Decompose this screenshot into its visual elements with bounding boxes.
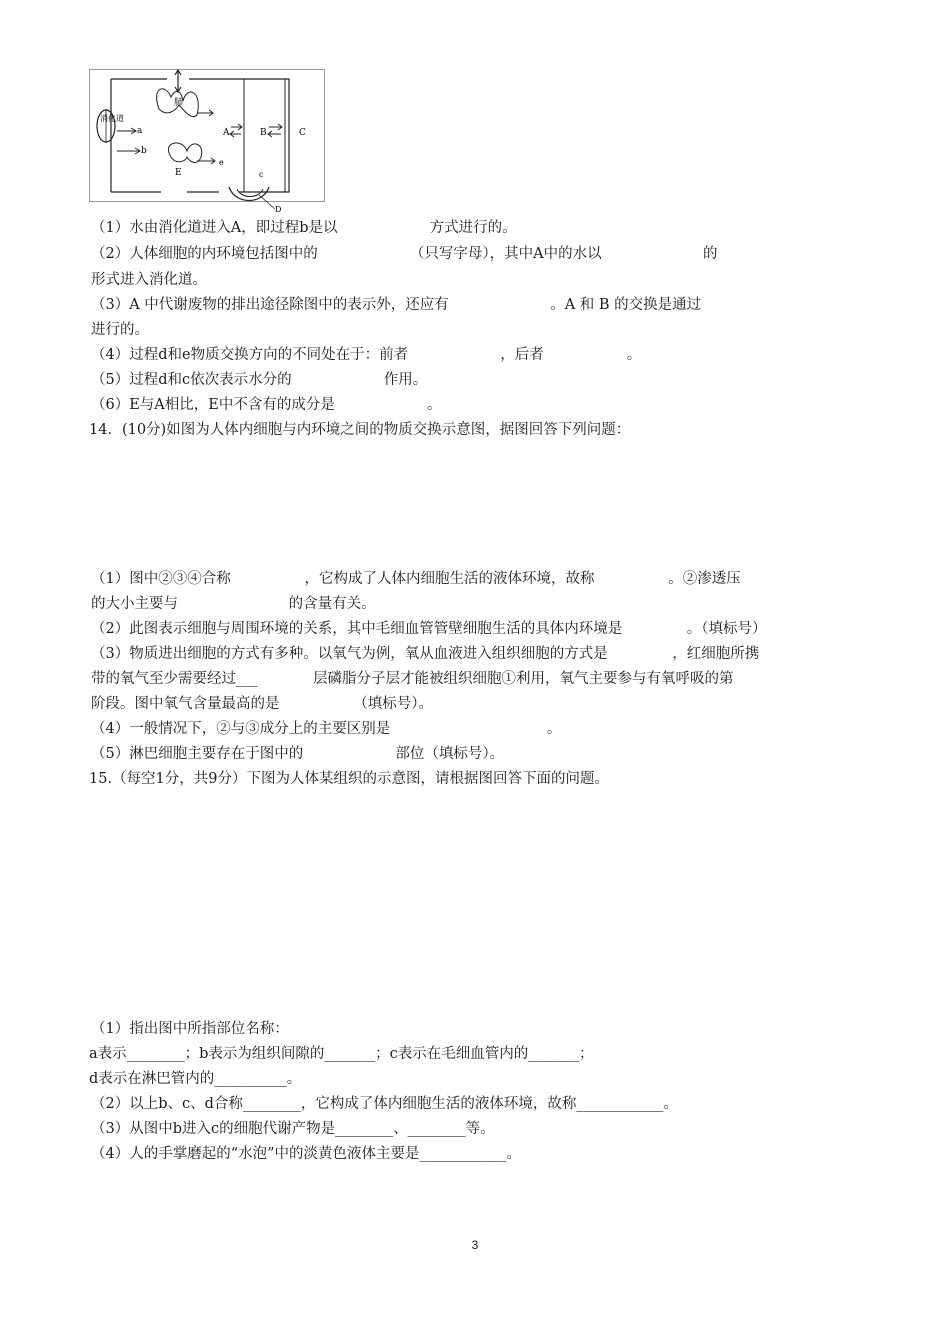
text-line-q14-1: （1）图中②③④合称 ，它构成了人体内细胞生活的液体环境，故称 。②渗透压 bbox=[91, 571, 741, 587]
label-E: E bbox=[175, 168, 182, 178]
label-a: a bbox=[137, 126, 143, 136]
text-line-q13-4: （4）过程d和e物质交换方向的不同处在于：前者 ，后者 。 bbox=[91, 347, 642, 363]
label-C: C bbox=[299, 128, 306, 138]
text-line-q14-3: （3）物质进出细胞的方式有多种。以氧气为例，氧从血液进入组织细胞的方式是 ，红细胞所携 bbox=[91, 646, 760, 662]
label-A: A bbox=[223, 128, 230, 138]
text-line-q15-3: （3）从图中b进入c的细胞代谢产物是________、________等。 bbox=[91, 1121, 495, 1137]
text-line-q14-5: （5）淋巴细胞主要存在于图中的 部位（填标号）。 bbox=[91, 746, 505, 762]
text-line-q15-2: （2）以上b、c、d合称________，它构成了体内细胞生活的液体环境，故称____________。 bbox=[91, 1096, 678, 1112]
label-B: B bbox=[260, 128, 267, 138]
label-e: e bbox=[219, 158, 224, 167]
label-lung: 肺 bbox=[174, 98, 184, 108]
text-line-q14-3c: 阶段。图中氧气含量最高的是 （填标号）。 bbox=[91, 696, 433, 712]
text-line-q13-3: （3）A 中代谢废物的排出途径除图中的表示外，还应有 。A 和 B 的交换是通过 bbox=[91, 297, 702, 313]
label-b: b bbox=[141, 146, 147, 156]
text-line-q15-1c: d表示在淋巴管内的__________。 bbox=[89, 1071, 302, 1087]
question-15-heading: 15.（每空1分，共9分）下图为人体某组织的示意图，请根据图回答下面的问题。 bbox=[89, 771, 610, 787]
body-fluid-exchange-diagram bbox=[89, 69, 325, 214]
text-line-q13-1: （1）水由消化道进入A，即过程b是以 方式进行的。 bbox=[91, 220, 517, 236]
text-line-q15-1b: a表示________；b表示为组织间隙的_______；c表示在毛细血管内的_______； bbox=[89, 1046, 594, 1062]
text-line-q13-2: （2）人体细胞的内环境包括图中的 （只写字母），其中A中的水以 的 bbox=[91, 246, 718, 262]
text-line-q13-5: （5）过程d和c依次表示水分的 作用。 bbox=[91, 372, 428, 388]
text-line-q13-6: （6）E与A相比，E中不含有的成分是 。 bbox=[91, 397, 442, 413]
text-line-q15-1: （1）指出图中所指部位名称： bbox=[91, 1021, 289, 1037]
text-line-q14-3b: 带的氧气至少需要经过___ 层磷脂分子层才能被组织细胞①利用，氧气主要参与有氧呼吸的第 bbox=[91, 671, 734, 687]
label-digestive: 消化道 bbox=[100, 114, 124, 123]
question-14-heading: 14．(10分)如图为人体内细胞与内环境之间的物质交换示意图，据图回答下列问题： bbox=[89, 422, 631, 438]
text-line-q14-4: （4）一般情况下，②与③成分上的主要区别是 。 bbox=[91, 721, 562, 737]
label-c: c bbox=[259, 170, 264, 179]
label-D: D bbox=[275, 205, 282, 214]
text-line-q14-1b: 的大小主要与 的含量有关。 bbox=[91, 596, 376, 612]
text-line-q14-2: （2）此图表示细胞与周围环境的关系，其中毛细血管管壁细胞生活的具体内环境是 。（填标号） bbox=[91, 621, 767, 637]
text-line-q13-3b: 进行的。 bbox=[91, 322, 149, 338]
text-line-q15-4: （4）人的手掌磨起的“水泡”中的淡黄色液体主要是____________。 bbox=[91, 1146, 522, 1162]
text-line-q13-2b: 形式进入消化道。 bbox=[91, 272, 207, 288]
page-number: 3 bbox=[471, 1238, 479, 1252]
